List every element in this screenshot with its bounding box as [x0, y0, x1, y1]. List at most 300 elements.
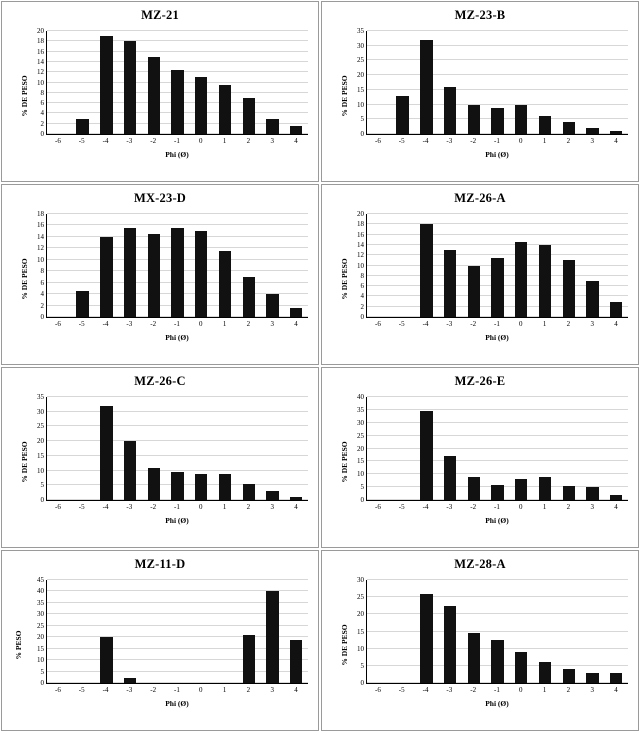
y-tick-label: 30	[357, 418, 364, 427]
bar	[444, 606, 456, 683]
y-tick-label: 12	[37, 68, 44, 77]
x-tick-label: 1	[222, 320, 227, 328]
bar-slot	[71, 214, 95, 317]
bar-slot	[47, 580, 71, 683]
bar	[76, 291, 88, 317]
x-tick-label: -6	[374, 503, 381, 511]
bar	[491, 108, 503, 134]
x-tick-label: -5	[78, 320, 85, 328]
x-tick-label: 0	[199, 686, 203, 694]
bar	[563, 122, 575, 134]
bar	[491, 485, 503, 500]
y-tick-label: 0	[360, 313, 364, 321]
bar-slot	[604, 580, 628, 683]
plot-area	[2, 389, 318, 535]
bar-series	[47, 580, 308, 683]
y-tick-label: 30	[37, 610, 44, 619]
bar	[539, 477, 551, 500]
x-tick-label: -6	[374, 320, 381, 328]
bar-slot	[391, 31, 415, 134]
y-tick-label: 0	[40, 679, 44, 687]
chart-panel	[321, 1, 639, 182]
y-axis-label: % DE PESO	[340, 441, 350, 483]
x-tick-label: 2	[246, 320, 251, 328]
plot-area	[322, 206, 638, 352]
x-tick-label: 4	[614, 503, 618, 511]
y-tick-label: 0	[40, 496, 44, 504]
y-tick-label: 5	[40, 667, 44, 676]
x-tick-label: 0	[199, 320, 203, 328]
bar-slot	[94, 214, 118, 317]
x-tick-label: -6	[374, 686, 381, 694]
bar-slot	[213, 31, 237, 134]
x-tick-label: 2	[566, 137, 571, 145]
x-tick-label: 4	[294, 137, 298, 145]
x-axis-ticks	[46, 503, 308, 511]
x-tick-label: -1	[494, 137, 500, 145]
bar	[420, 594, 432, 683]
bar	[420, 40, 432, 134]
x-tick-label: -1	[494, 320, 500, 328]
y-tick-label: 15	[37, 644, 44, 653]
bar-slot	[142, 214, 166, 317]
bar-slot	[261, 214, 285, 317]
bar	[124, 441, 136, 500]
chart-title: MZ-26-E	[454, 374, 506, 388]
bar	[219, 251, 231, 317]
chart-title: MZ-26-A	[454, 191, 506, 205]
bar	[195, 77, 207, 134]
x-tick-label: -6	[54, 320, 61, 328]
x-tick-label: 4	[614, 320, 618, 328]
bar-slot	[462, 214, 486, 317]
y-axis-label: % DE PESO	[20, 441, 30, 483]
x-tick-label: 3	[590, 320, 594, 328]
bar	[171, 228, 183, 317]
y-tick-label: 16	[37, 221, 44, 230]
y-tick-label: 20	[37, 633, 44, 642]
y-tick-label: 30	[357, 41, 364, 50]
bar	[171, 70, 183, 134]
bar-slot	[509, 397, 533, 500]
bar	[124, 678, 136, 683]
x-tick-label: -3	[446, 137, 453, 145]
bar-slot	[533, 31, 557, 134]
y-tick-label: 0	[360, 130, 364, 138]
y-tick-label: 14	[37, 57, 44, 66]
bar-slot	[237, 397, 261, 500]
y-tick-label: 35	[37, 393, 44, 401]
y-tick-label: 30	[37, 407, 44, 416]
x-tick-label: -5	[78, 686, 85, 694]
bar-slot	[533, 214, 557, 317]
y-axis-label: % DE PESO	[340, 624, 350, 666]
bar-slot	[604, 214, 628, 317]
bar	[444, 456, 456, 500]
x-tick-label: 4	[294, 503, 298, 511]
x-tick-label: 0	[519, 503, 523, 511]
y-tick-label: 16	[37, 47, 44, 56]
bar-slot	[509, 214, 533, 317]
bar	[76, 119, 88, 134]
bar	[491, 640, 503, 683]
bar-slot	[166, 214, 190, 317]
bar	[243, 277, 255, 317]
x-axis-label: Phi (Ø)	[485, 699, 509, 708]
bar	[100, 637, 112, 683]
y-tick-label: 15	[37, 451, 44, 460]
x-tick-label: -1	[174, 137, 180, 145]
bar-slot	[414, 580, 438, 683]
x-axis-ticks	[46, 686, 308, 694]
x-tick-label: -1	[174, 686, 180, 694]
x-tick-label: 2	[566, 503, 571, 511]
y-tick-label: 35	[357, 27, 364, 35]
x-tick-label: 1	[542, 137, 547, 145]
x-tick-label: 1	[542, 686, 547, 694]
bar	[266, 491, 278, 500]
y-tick-label: 20	[37, 27, 44, 35]
bar-series	[47, 31, 308, 134]
bar-slot	[462, 580, 486, 683]
x-tick-label: -3	[446, 686, 453, 694]
bar-slot	[486, 580, 510, 683]
bar-slot	[509, 31, 533, 134]
bar	[586, 128, 598, 134]
chart-panel	[1, 367, 319, 548]
y-axis-label: % DE PESO	[340, 258, 350, 300]
x-axis-label: Phi (Ø)	[485, 150, 509, 159]
bar-slot	[486, 214, 510, 317]
y-tick-label: 10	[357, 100, 364, 109]
bar-slot	[557, 31, 581, 134]
x-tick-label: -3	[446, 320, 453, 328]
bar-slot	[438, 214, 462, 317]
chart-title: MZ-11-D	[134, 557, 186, 571]
x-tick-label: 4	[614, 137, 618, 145]
bar	[539, 245, 551, 317]
plot-area	[2, 23, 318, 169]
bar-slot	[367, 397, 391, 500]
chart-panel	[321, 550, 639, 731]
bar-slot	[462, 397, 486, 500]
bar-slot	[142, 580, 166, 683]
y-tick-label: 0	[360, 496, 364, 504]
bar	[148, 468, 160, 500]
x-tick-label: -3	[126, 137, 133, 145]
y-tick-label: 10	[357, 644, 364, 653]
bar	[610, 131, 622, 134]
bar-slot	[71, 31, 95, 134]
x-tick-label: -6	[54, 137, 61, 145]
x-tick-label: 0	[519, 686, 523, 694]
y-tick-label: 6	[360, 282, 364, 291]
x-tick-label: -5	[78, 503, 85, 511]
y-tick-label: 4	[40, 109, 44, 118]
bar	[563, 669, 575, 683]
x-axis-label: Phi (Ø)	[485, 333, 509, 342]
bar	[396, 96, 408, 134]
bar-slot	[189, 397, 213, 500]
bar-slot	[189, 214, 213, 317]
x-tick-label: -5	[398, 503, 405, 511]
bar-slot	[284, 31, 308, 134]
x-tick-label: 0	[199, 503, 203, 511]
bar	[124, 228, 136, 317]
bar	[195, 231, 207, 317]
bar-slot	[142, 31, 166, 134]
x-tick-label: 1	[542, 503, 547, 511]
bar	[290, 126, 302, 134]
plot-area	[322, 389, 638, 535]
bar-slot	[237, 31, 261, 134]
bar	[444, 87, 456, 134]
x-tick-label: 2	[566, 320, 571, 328]
y-tick-label: 25	[37, 422, 44, 431]
y-tick-label: 14	[37, 232, 44, 241]
bar	[515, 479, 527, 500]
bar-slot	[533, 397, 557, 500]
bar	[468, 477, 480, 500]
bar-slot	[118, 214, 142, 317]
bar	[468, 633, 480, 683]
y-tick-label: 8	[360, 271, 364, 280]
y-tick-label: 12	[357, 251, 364, 260]
y-tick-label: 8	[40, 88, 44, 97]
bar-slot	[581, 580, 605, 683]
x-tick-label: -4	[102, 137, 109, 145]
x-tick-label: 4	[294, 686, 298, 694]
bar	[610, 673, 622, 683]
bar	[515, 242, 527, 317]
plot-canvas	[357, 27, 628, 138]
x-tick-label: -4	[422, 137, 429, 145]
bar	[515, 652, 527, 683]
x-tick-label: 4	[294, 320, 298, 328]
bar	[420, 411, 432, 500]
y-tick-label: 0	[360, 679, 364, 687]
x-tick-label: -3	[126, 320, 133, 328]
bar	[148, 57, 160, 134]
bar-slot	[414, 214, 438, 317]
bar	[290, 308, 302, 317]
x-tick-label: 3	[590, 503, 594, 511]
x-tick-label: -4	[102, 320, 109, 328]
chart-panel	[1, 184, 319, 365]
bar	[243, 484, 255, 500]
x-tick-label: -1	[174, 503, 180, 511]
y-tick-label: 45	[37, 576, 44, 584]
bar-slot	[391, 397, 415, 500]
y-tick-label: 40	[37, 587, 44, 596]
bar	[124, 41, 136, 134]
x-tick-label: -1	[494, 503, 500, 511]
y-tick-label: 25	[357, 431, 364, 440]
x-tick-label: -4	[102, 503, 109, 511]
x-tick-label: -1	[174, 320, 180, 328]
x-axis-label: Phi (Ø)	[485, 516, 509, 525]
bar-slot	[604, 31, 628, 134]
bar-slot	[166, 31, 190, 134]
y-tick-label: 5	[40, 481, 44, 490]
x-tick-label: -1	[494, 686, 500, 694]
bar	[444, 250, 456, 317]
x-tick-label: -2	[470, 320, 477, 328]
y-tick-label: 18	[37, 37, 44, 46]
y-tick-label: 18	[357, 220, 364, 229]
x-tick-label: 3	[270, 503, 274, 511]
x-tick-label: 2	[246, 686, 251, 694]
y-axis-label: % DE PESO	[340, 75, 350, 117]
bar	[219, 85, 231, 134]
x-axis-label: Phi (Ø)	[165, 699, 189, 708]
plot-canvas	[37, 576, 308, 687]
bar	[290, 497, 302, 500]
y-tick-label: 10	[37, 255, 44, 264]
x-tick-label: 4	[614, 686, 618, 694]
bar-series	[367, 397, 628, 500]
y-tick-label: 5	[360, 661, 364, 670]
bar-slot	[71, 397, 95, 500]
bar	[420, 224, 432, 317]
y-tick-label: 16	[357, 230, 364, 239]
plot-canvas	[37, 210, 308, 321]
bar-slot	[486, 397, 510, 500]
y-tick-label: 25	[357, 593, 364, 602]
bar-slot	[213, 580, 237, 683]
bar-series	[367, 580, 628, 683]
bar-slot	[47, 31, 71, 134]
bar-slot	[604, 397, 628, 500]
bar-slot	[189, 31, 213, 134]
y-tick-label: 15	[357, 457, 364, 466]
bar-slot	[438, 31, 462, 134]
bar-slot	[237, 580, 261, 683]
bar-slot	[414, 397, 438, 500]
x-tick-label: -2	[470, 137, 477, 145]
x-tick-label: -5	[78, 137, 85, 145]
y-tick-label: 35	[357, 405, 364, 414]
chart-panel	[1, 550, 319, 731]
bar	[266, 119, 278, 134]
x-axis-label: Phi (Ø)	[165, 150, 189, 159]
bar-slot	[509, 580, 533, 683]
bar-slot	[438, 580, 462, 683]
y-tick-label: 18	[37, 210, 44, 218]
bar-slot	[237, 214, 261, 317]
y-tick-label: 5	[360, 115, 364, 124]
x-axis-label: Phi (Ø)	[165, 516, 189, 525]
y-tick-label: 40	[357, 393, 364, 401]
y-tick-label: 20	[357, 610, 364, 619]
bar	[243, 98, 255, 134]
x-tick-label: -5	[398, 320, 405, 328]
bar	[171, 472, 183, 500]
bar-series	[47, 397, 308, 500]
bar	[148, 234, 160, 317]
x-axis-ticks	[366, 320, 628, 328]
bar-slot	[581, 397, 605, 500]
bar	[539, 116, 551, 134]
y-tick-label: 10	[37, 656, 44, 665]
bar-slot	[142, 397, 166, 500]
bar	[468, 105, 480, 134]
bar-slot	[414, 31, 438, 134]
x-tick-label: -3	[126, 503, 133, 511]
bar-slot	[462, 31, 486, 134]
bar	[610, 302, 622, 317]
x-tick-label: -2	[150, 137, 157, 145]
chart-title: MX-23-D	[133, 191, 187, 205]
plot-area	[322, 572, 638, 718]
x-tick-label: -4	[102, 686, 109, 694]
y-tick-label: 20	[357, 71, 364, 80]
bar-series	[47, 214, 308, 317]
y-axis-label: % DE PESO	[20, 258, 30, 300]
bar	[586, 487, 598, 500]
chart-title: MZ-21	[141, 8, 179, 22]
bar-slot	[581, 214, 605, 317]
bar-slot	[533, 580, 557, 683]
y-tick-label: 4	[360, 292, 364, 301]
y-tick-label: 12	[37, 244, 44, 253]
x-axis-ticks	[46, 137, 308, 145]
bar-slot	[557, 214, 581, 317]
x-tick-label: 2	[246, 137, 251, 145]
bar-series	[367, 214, 628, 317]
plot-area	[2, 206, 318, 352]
bar-slot	[367, 31, 391, 134]
bar-slot	[486, 31, 510, 134]
bar-slot	[118, 31, 142, 134]
y-tick-label: 0	[40, 313, 44, 321]
bar	[468, 266, 480, 318]
bar	[539, 662, 551, 683]
y-tick-label: 20	[37, 437, 44, 446]
bar-slot	[284, 397, 308, 500]
x-tick-label: 0	[519, 320, 523, 328]
bar	[243, 635, 255, 683]
chart-panel	[1, 1, 319, 182]
bar	[290, 640, 302, 683]
bar-slot	[118, 580, 142, 683]
bar-slot	[438, 397, 462, 500]
y-tick-label: 10	[37, 466, 44, 475]
x-tick-label: -2	[470, 503, 477, 511]
plot-area	[322, 23, 638, 169]
bar	[563, 486, 575, 500]
y-tick-label: 25	[37, 621, 44, 630]
chart-title: MZ-23-B	[454, 8, 506, 22]
x-tick-label: 1	[222, 137, 227, 145]
bar-slot	[47, 397, 71, 500]
plot-canvas	[357, 393, 628, 504]
bar-slot	[166, 397, 190, 500]
x-tick-label: -2	[150, 686, 157, 694]
x-tick-label: -2	[150, 320, 157, 328]
y-axis-label: % PESO	[13, 630, 23, 660]
plot-canvas	[357, 576, 628, 687]
bar-slot	[367, 214, 391, 317]
x-tick-label: 3	[270, 686, 274, 694]
x-axis-ticks	[366, 137, 628, 145]
y-tick-label: 4	[40, 290, 44, 299]
bar-slot	[261, 580, 285, 683]
x-tick-label: -4	[422, 686, 429, 694]
bar-slot	[367, 580, 391, 683]
y-tick-label: 10	[357, 261, 364, 270]
y-tick-label: 6	[40, 99, 44, 108]
